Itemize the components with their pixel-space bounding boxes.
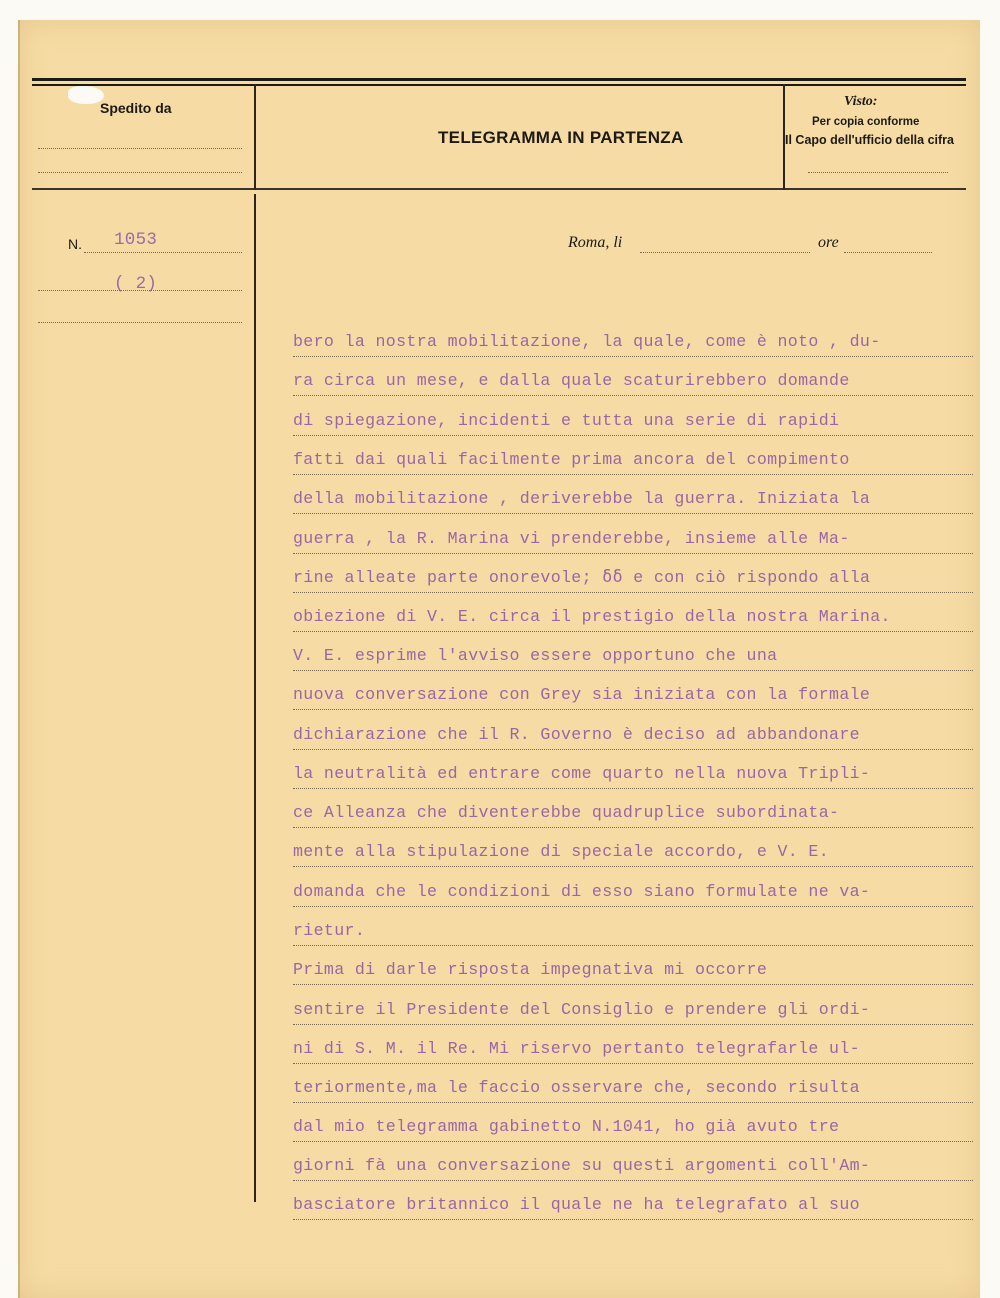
- body-line-10: nuova conversazione con Grey sia iniziata con la formale: [293, 685, 973, 707]
- time-label: ore: [818, 234, 839, 251]
- date-line: [640, 252, 810, 253]
- header-bottom-rule: [32, 188, 966, 190]
- paper-edge: [18, 20, 20, 1298]
- body-line-17: Prima di darle risposta impegnativa mi occorre: [293, 960, 973, 982]
- body-line-12: la neutralità ed entrare come quarto nella nuova Tripli-: [293, 764, 973, 786]
- body-line-2: ra circa un mese, e dalla quale scaturirebbero domande: [293, 371, 973, 393]
- body-line-15: domanda che le condizioni di esso siano formulate ne va-: [293, 882, 973, 904]
- body-line-3: di spiegazione, incidenti e tutta una serie di rapidi: [293, 411, 973, 433]
- body-line-19: ni di S. M. il Re. Mi riservo pertanto telegrafarle ul-: [293, 1039, 973, 1061]
- left-line-2: [38, 290, 242, 291]
- body-line-16: rietur.: [293, 921, 973, 943]
- number-label: N.: [68, 236, 82, 252]
- body-divider: [254, 194, 256, 1202]
- body-line-9: V. E. esprime l'avviso essere opportuno che una: [293, 646, 973, 668]
- sent-from-line-1: [38, 148, 242, 149]
- body-line-14: mente alla stipulazione di speciale accordo, e V. E.: [293, 842, 973, 864]
- certified-copy-label: Per copia conforme: [812, 116, 920, 128]
- body-line-20: teriormente,ma le faccio osservare che, secondo risulta: [293, 1078, 973, 1100]
- header-top-rule-thin: [32, 84, 966, 86]
- header-divider-left: [254, 84, 256, 190]
- telegram-title: TELEGRAMMA IN PARTENZA: [438, 128, 684, 147]
- body-line-6: guerra , la R. Marina vi prenderebbe, insieme alle Ma-: [293, 529, 973, 551]
- body-line-4: fatti dai quali facilmente prima ancora del compimento: [293, 450, 973, 472]
- cipher-office-label: Il Capo dell'ufficio della cifra: [785, 133, 954, 147]
- number-sub-value: ( 2): [114, 274, 158, 294]
- body-line-23: basciatore britannico il quale ne ha telegrafato al suo: [293, 1195, 973, 1217]
- header-top-rule: [32, 78, 966, 81]
- number-line: [84, 252, 242, 253]
- body-line-1: bero la nostra mobilitazione, la quale, come è noto , du-: [293, 332, 973, 354]
- body-line-5: della mobilitazione , deriverebbe la guerra. Iniziata la: [293, 489, 973, 511]
- sent-from-line-2: [38, 172, 242, 173]
- sent-from-label: Spedito da: [100, 100, 172, 116]
- body-line-18: sentire il Presidente del Consiglio e prendere gli ordi-: [293, 1000, 973, 1022]
- time-line: [844, 252, 932, 253]
- body-line-7: rine alleate parte onorevole; ẟẟ e con ciò rispondo alla: [293, 568, 973, 590]
- visto-signature-line: [808, 172, 948, 173]
- telegram-sheet: [18, 20, 980, 1298]
- number-value: 1053: [114, 230, 158, 250]
- body-line-21: dal mio telegramma gabinetto N.1041, ho già avuto tre: [293, 1117, 973, 1139]
- body-line-22: giorni fà una conversazione su questi argomenti coll'Am-: [293, 1156, 973, 1178]
- place-label: Roma, li: [568, 234, 623, 251]
- body-line-8: obiezione di V. E. circa il prestigio della nostra Marina.: [293, 607, 973, 629]
- left-line-3: [38, 322, 242, 323]
- visto-label: Visto:: [844, 94, 878, 109]
- paper-damage: [68, 86, 104, 104]
- body-line-11: dichiarazione che il R. Governo è deciso ad abbandonare: [293, 725, 973, 747]
- body-line-13: ce Alleanza che diventerebbe quadruplice subordinata-: [293, 803, 973, 825]
